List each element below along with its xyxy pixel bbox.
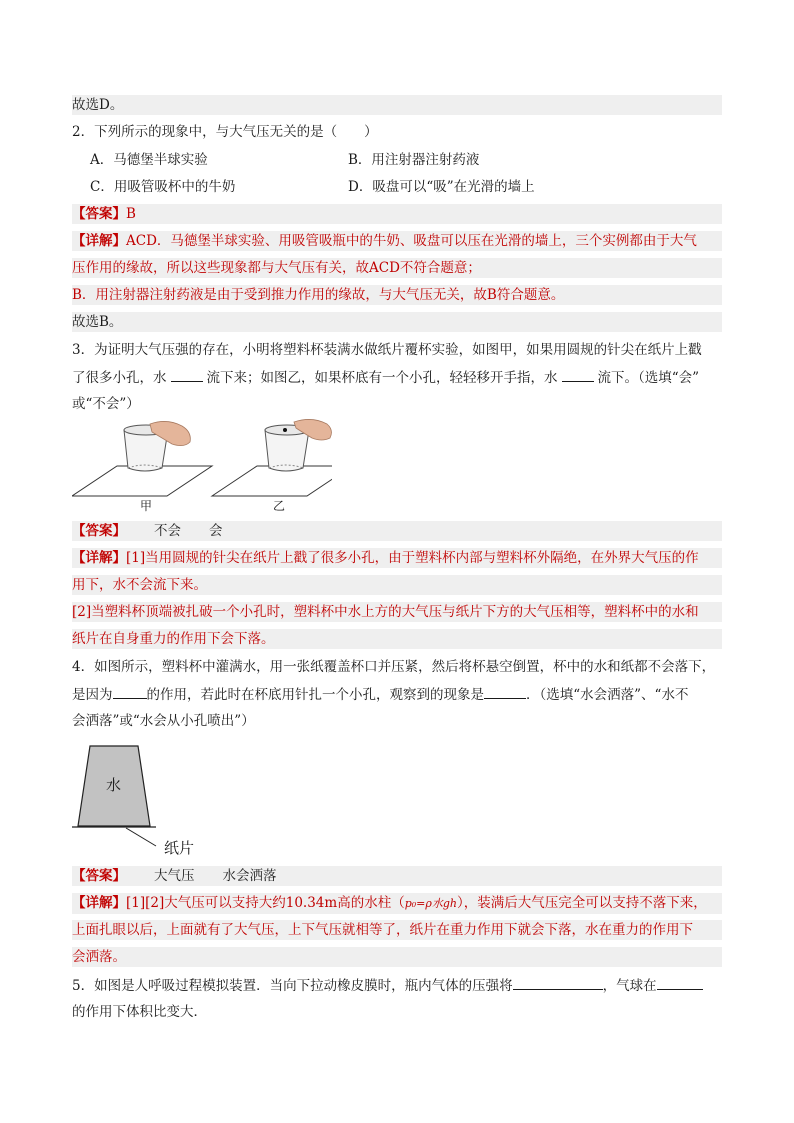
answer-blank <box>657 975 703 990</box>
question-3-line-2 <box>72 367 722 388</box>
question-text: 5．如图是人呼吸过程模拟装置．当向下拉动橡皮膜时，瓶内气体的压强将 <box>72 978 513 994</box>
water-label-text: 水 <box>106 776 122 794</box>
question-text: 流下来；如图乙，如果杯底有一个小孔，轻轻移开手指，水 <box>206 370 558 386</box>
detail-text: B．用注射器注射药液是由于受到推力作用的缘故，与大气压无关，故B符合题意。 <box>72 287 565 303</box>
question-text: ．（选填“水会洒落”、“水不 <box>526 687 689 703</box>
question-2-stem <box>72 122 722 142</box>
figure-label-text: 甲 <box>140 499 153 513</box>
question-4-line-1 <box>72 657 722 677</box>
question-text: 3．为证明大气压强的存在，小明将塑料杯装满水做纸片覆杯实验，如图甲，如果用圆规的针尖在纸片上戳 <box>72 342 702 358</box>
question-4-detail-line-3 <box>72 947 722 967</box>
question-text: 的作用，若此时在杯底用针扎一个小孔，观察到的现象是 <box>146 687 484 703</box>
detail-text: 会洒落。 <box>72 949 126 965</box>
answer-blank <box>171 367 203 382</box>
question-4-detail-line-2 <box>72 920 722 940</box>
pointer-line <box>126 828 156 846</box>
question-text: 2．下列所示的现象中，与大气压无关的是（ ） <box>72 124 378 140</box>
question-5-line-1 <box>72 975 722 996</box>
answer-blank <box>484 684 526 699</box>
answer-label: 【答案】 <box>72 868 126 884</box>
question-2-detail-line-2 <box>72 258 722 278</box>
question-3-detail-line-4 <box>72 629 722 649</box>
answer-label: 【答案】 <box>72 523 126 539</box>
answer-value: 会 <box>209 523 223 539</box>
question-4-line-3 <box>72 711 722 731</box>
answer-blank <box>513 975 603 990</box>
paper-label-text: 纸片 <box>164 839 195 857</box>
detail-label: 【详解】 <box>72 895 126 911</box>
option-d: D．吸盘可以“吸”在光滑的墙上 <box>348 179 535 195</box>
question-3-answer <box>72 521 722 541</box>
answer-blank <box>113 684 147 699</box>
question-text: 是因为 <box>72 687 113 703</box>
detail-text: ），装满后大气压完全可以支持不落下来， <box>456 895 707 911</box>
question-text: ，气球在 <box>602 978 657 994</box>
figure-label-yi <box>273 496 303 516</box>
small-hole <box>283 428 287 432</box>
detail-text: [2]当塑料杯顶端被扎破一个小孔时，塑料杯中水上方的大气压与纸片下方的大气压相等，塑料杯中的水和 <box>72 604 699 620</box>
question-2-conclusion <box>72 312 722 332</box>
detail-text: 用下，水不会流下来。 <box>72 577 207 593</box>
answer-value: 水会洒落 <box>222 868 277 884</box>
question-text: 的作用下体积比变大． <box>72 1004 207 1020</box>
answer-blank <box>562 367 594 382</box>
answer-value: 不会 <box>154 523 181 539</box>
conclusion-text: 故选B。 <box>72 314 123 330</box>
detail-text: 上面扎眼以后，上面就有了大气压，上下气压就相等了，纸片在重力作用下就会下落，水在重力的作用下 <box>72 922 693 938</box>
question-text: 4．如图所示，塑料杯中灌满水，用一张纸覆盖杯口并压紧，然后将杯悬空倒置，杯中的水和纸都不会落下， <box>72 659 716 675</box>
question-text: 了很多小孔，水 <box>72 370 167 386</box>
detail-text: ACD．马德堡半球实验、用吸管吸瓶中的牛奶、吸盘可以压在光滑的墙上，三个实例都由于大气 <box>126 233 697 249</box>
paper-label <box>164 838 214 858</box>
detail-label: 【详解】 <box>72 550 126 566</box>
detail-text: 压作用的缘故，所以这些现象都与大气压有关，故ACD不符合题意； <box>72 260 481 276</box>
question-3-line-3 <box>72 394 722 414</box>
detail-text: 纸片在自身重力的作用下会下落。 <box>72 631 275 647</box>
formula: p₀=ρ水gh <box>404 897 457 910</box>
answer-value: 大气压 <box>154 868 195 884</box>
question-2-detail-line-3 <box>72 285 722 305</box>
option-a: A．马德堡半球实验 <box>90 152 208 168</box>
question-5-line-2 <box>72 1002 722 1022</box>
question-3-detail-line-1 <box>72 548 722 568</box>
detail-label: 【详解】 <box>72 233 126 249</box>
answer-label: 【答案】 <box>72 206 126 222</box>
question-4-line-2 <box>72 684 722 705</box>
option-b: B．用注射器注射药液 <box>348 152 480 168</box>
previous-conclusion <box>72 95 722 115</box>
conclusion-text: 故选D。 <box>72 97 124 113</box>
figure-label-text: 乙 <box>273 499 286 513</box>
question-text: 流下。（选填“会” <box>597 370 700 386</box>
question-2-detail-line-1 <box>72 231 722 251</box>
water-label <box>106 775 130 795</box>
detail-text: [1]当用圆规的针尖在纸片上戳了很多小孔，由于塑料杯内部与塑料杯外隔绝，在外界大气压的作 <box>126 550 699 566</box>
question-3-detail-line-3 <box>72 602 722 622</box>
detail-text: [1][2]大气压可以支持大约10.34m高的水柱（ <box>126 895 405 911</box>
question-2-answer <box>72 204 722 224</box>
cup-b <box>265 430 309 471</box>
question-3-detail-line-2 <box>72 575 722 595</box>
question-4-answer <box>72 866 722 886</box>
question-text: 会洒落”或“水会从小孔喷出”） <box>72 713 255 729</box>
figure-label-jia <box>140 496 170 516</box>
option-c: C．用吸管吸杯中的牛奶 <box>90 179 236 195</box>
paper-sheet-b <box>212 466 332 496</box>
question-4-detail-line-1 <box>72 893 722 914</box>
question-text: 或“不会”） <box>72 396 140 412</box>
question-3-line-1 <box>72 340 722 360</box>
answer-value: B <box>126 206 136 222</box>
